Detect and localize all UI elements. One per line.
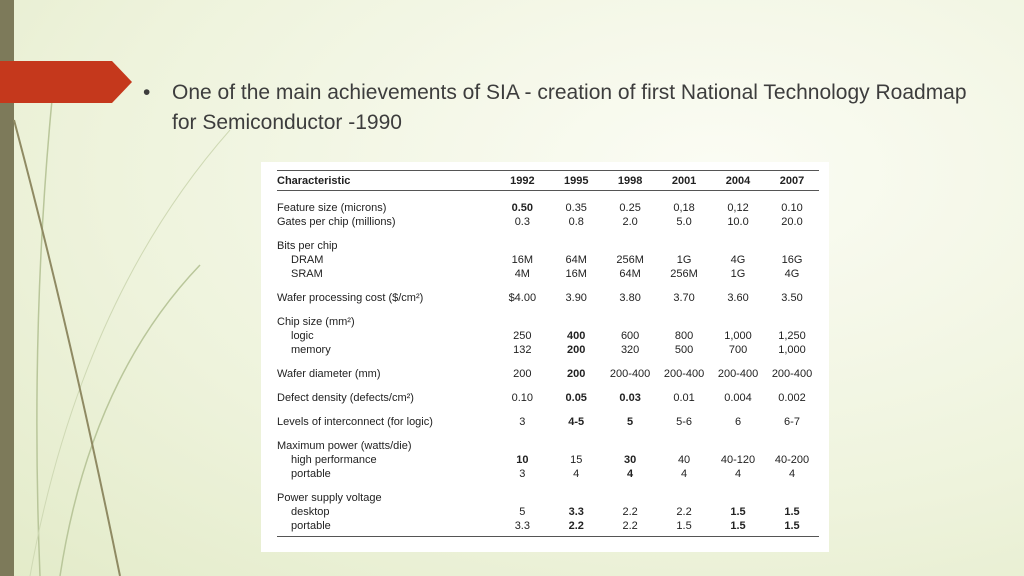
- table-cell: 0.3: [514, 216, 530, 228]
- table-cell: 250: [513, 330, 532, 342]
- table-cell: 0.8: [568, 216, 584, 228]
- row-label: portable: [291, 468, 331, 480]
- table-cell: 4G: [730, 254, 746, 266]
- table-row: [277, 453, 819, 467]
- table-cell: 64M: [565, 254, 587, 266]
- table-cell: 2.2: [676, 506, 692, 518]
- table-cell: 4M: [514, 268, 530, 280]
- table-cell: 0.10: [511, 392, 534, 404]
- table-cell: 700: [728, 344, 748, 356]
- table-cell: 500: [674, 344, 694, 356]
- table-row: [277, 391, 819, 405]
- table-cell: 6: [734, 416, 742, 428]
- table-cell: 0.25: [619, 202, 641, 214]
- table-cell: 800: [674, 330, 694, 342]
- header-cell: 1992: [495, 171, 549, 191]
- table-cell: 10.0: [727, 216, 749, 228]
- row-label: memory: [291, 344, 331, 356]
- row-label: DRAM: [291, 254, 324, 266]
- table-cell: 16G: [781, 254, 803, 266]
- table-cell: 1.5: [730, 506, 746, 518]
- bullet-text: One of the main achievements of SIA - creation of first National Technology Roadmap for Semiconductor -1990: [172, 81, 967, 134]
- table-cell: 320: [620, 344, 640, 356]
- table-cell: 1G: [730, 268, 746, 280]
- table-row: [277, 491, 819, 505]
- table-cell: 0.002: [778, 392, 806, 404]
- table-row: [277, 201, 819, 215]
- row-label: Bits per chip: [277, 240, 338, 252]
- table-cell: 3: [519, 416, 526, 428]
- table-cell: 0.03: [619, 392, 641, 404]
- row-label: Maximum power (watts/die): [277, 440, 412, 452]
- table-cell: 4: [681, 468, 688, 480]
- row-label: logic: [291, 330, 314, 342]
- row-label: Wafer processing cost ($/cm²): [277, 292, 424, 304]
- header-cell: 2001: [657, 171, 711, 191]
- table-cell: 2.0: [622, 216, 638, 228]
- table-row: [277, 291, 819, 305]
- table-cell: 400: [567, 330, 586, 342]
- table-cell: 3.80: [619, 292, 641, 304]
- table-cell: 40-120: [720, 454, 756, 466]
- row-label: Feature size (microns): [277, 202, 387, 214]
- table-cell: 1.5: [657, 519, 711, 537]
- table-cell: 3.3: [495, 519, 549, 537]
- table-cell: 30: [623, 454, 637, 466]
- row-label: Levels of interconnect (for logic): [277, 416, 433, 428]
- accent-arrow-shape: [0, 61, 132, 103]
- table-cell: 1,000: [778, 344, 806, 356]
- table-cell: 0.50: [511, 202, 534, 214]
- table-cell: 5-6: [676, 416, 693, 428]
- table-row: [277, 253, 819, 267]
- table-row: [277, 505, 819, 519]
- table-row: [277, 467, 819, 481]
- table-cell: 3.3: [568, 506, 584, 518]
- table-cell: 10: [516, 454, 529, 466]
- header-cell: 2004: [711, 171, 765, 191]
- table-row: [277, 343, 819, 357]
- row-label: Wafer diameter (mm): [277, 368, 381, 380]
- table-cell: 0,18: [673, 202, 695, 214]
- table-cell: 0.01: [673, 392, 695, 404]
- table-cell: 0.05: [565, 392, 587, 404]
- table-row: [277, 315, 819, 329]
- bullet-point: [143, 78, 983, 138]
- table-cell: $4.00: [508, 292, 537, 304]
- table-cell: 4-5: [568, 416, 585, 428]
- table-row: [277, 267, 819, 281]
- row-label: portable: [277, 519, 495, 537]
- table-cell: 1.5: [784, 506, 800, 518]
- row-label: Defect density (defects/cm²): [277, 392, 414, 404]
- table-cell: 40: [677, 454, 691, 466]
- table-cell: 16M: [511, 254, 534, 266]
- table-cell: 5.0: [676, 216, 692, 228]
- table-cell: 132: [513, 344, 532, 356]
- table-cell: 200-400: [663, 368, 705, 380]
- table-cell: 1.5: [765, 519, 819, 537]
- bullet-dot-icon: •: [143, 81, 151, 104]
- roadmap-table-image: [261, 162, 829, 552]
- table-cell: 256M: [616, 254, 644, 266]
- table-cell: 200: [567, 344, 586, 356]
- table-cell: 1.5: [711, 519, 765, 537]
- table-cell: 4G: [784, 268, 800, 280]
- table-cell: 3.90: [565, 292, 587, 304]
- table-row: [277, 415, 819, 429]
- header-cell: 2007: [765, 171, 819, 191]
- table-cell: 200: [513, 368, 532, 380]
- header-cell: 1995: [549, 171, 603, 191]
- table-cell: 2.2: [603, 519, 657, 537]
- table-header-row: [277, 171, 819, 191]
- table-cell: 0,12: [727, 202, 749, 214]
- table-row: [277, 367, 819, 381]
- table-cell: 20.0: [781, 216, 803, 228]
- header-cell: Characteristic: [277, 171, 495, 191]
- table-cell: 256M: [670, 268, 698, 280]
- table-cell: 4: [734, 468, 742, 480]
- table-row: [277, 519, 819, 537]
- table-row: [277, 239, 819, 253]
- table-cell: 15: [570, 454, 583, 466]
- table-cell: 1,250: [778, 330, 806, 342]
- table-row: [277, 215, 819, 229]
- row-label: Gates per chip (millions): [277, 216, 396, 228]
- table-cell: 3.60: [727, 292, 749, 304]
- table-cell: 0.004: [724, 392, 752, 404]
- table-cell: 200-400: [771, 368, 813, 380]
- table-cell: 0.35: [565, 202, 587, 214]
- table-cell: 200-400: [609, 368, 651, 380]
- table-cell: 40-200: [774, 454, 810, 466]
- table-cell: 4: [627, 468, 634, 480]
- table-row: [277, 439, 819, 453]
- table-cell: 64M: [619, 268, 641, 280]
- table-cell: 4: [788, 468, 796, 480]
- table-cell: 0.10: [781, 202, 803, 214]
- table-cell: 4: [573, 468, 580, 480]
- table-cell: 3: [519, 468, 526, 480]
- row-label: Chip size (mm²): [277, 316, 355, 328]
- table-cell: 1G: [676, 254, 692, 266]
- roadmap-table: [277, 170, 819, 537]
- table-cell: 5: [627, 416, 634, 428]
- row-label: Power supply voltage: [277, 492, 382, 504]
- table-cell: 1,000: [724, 330, 752, 342]
- table-cell: 6-7: [784, 416, 800, 428]
- header-cell: 1998: [603, 171, 657, 191]
- row-label: SRAM: [291, 268, 323, 280]
- table-cell: 600: [620, 330, 640, 342]
- table-cell: 2.2: [622, 506, 638, 518]
- table-cell: 200-400: [717, 368, 759, 380]
- table-cell: 5: [519, 506, 526, 518]
- table-cell: 16M: [565, 268, 587, 280]
- table-cell: 3.50: [781, 292, 803, 304]
- table-cell: 3.70: [673, 292, 695, 304]
- row-label: high performance: [291, 454, 377, 466]
- row-label: desktop: [291, 506, 330, 518]
- table-cell: 200: [567, 368, 586, 380]
- table-cell: 2.2: [549, 519, 603, 537]
- table-row: [277, 329, 819, 343]
